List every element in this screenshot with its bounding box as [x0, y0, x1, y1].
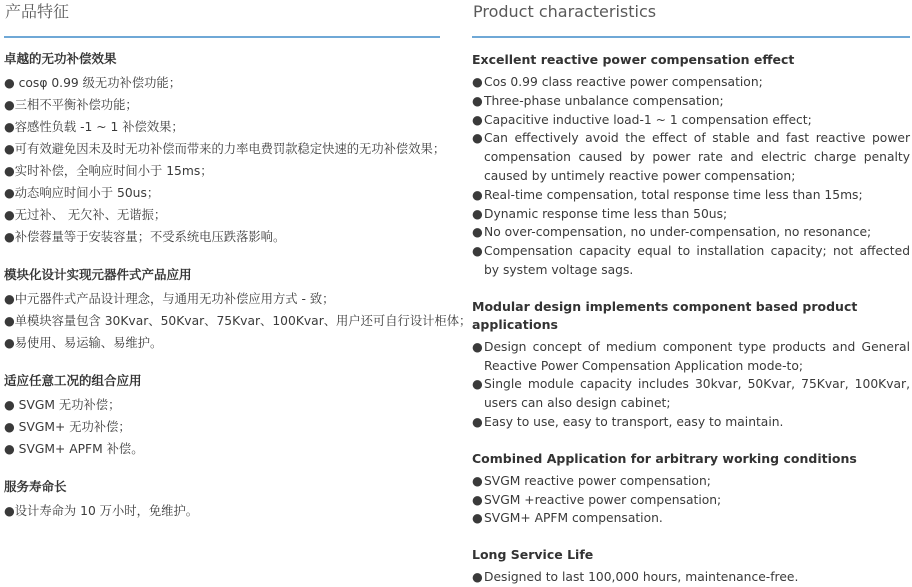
en-section — [472, 51, 910, 280]
bullet-icon: ● — [472, 206, 483, 221]
list-item: ●容感性负载 -1 ~ 1 补偿效果； — [4, 120, 184, 134]
en-divider — [472, 36, 910, 38]
bullet-icon: ● — [472, 75, 483, 89]
item-text: Easy to use, easy to transport, easy to maintain. — [484, 414, 784, 429]
en-section — [472, 546, 910, 587]
bullet-icon: ● — [472, 492, 483, 507]
list-item — [472, 491, 910, 510]
list-item — [472, 509, 910, 528]
list-item: ●易使用、易运输、易维护。 — [4, 336, 163, 350]
list-item — [472, 186, 910, 205]
zh-sections — [4, 50, 472, 522]
item-text: Compensation capacity equal to installation capacity; not affected by system voltage sags. — [484, 244, 910, 277]
chinese-column — [4, 0, 472, 522]
list-item — [472, 73, 910, 92]
feature-list — [472, 338, 910, 432]
feature-list — [472, 568, 910, 587]
bullet-icon: ● — [472, 225, 483, 240]
list-item: ● SVGM+ 无功补偿； — [4, 420, 131, 434]
feature-list — [472, 73, 910, 280]
bullet-icon: ● — [472, 473, 483, 488]
list-item — [472, 413, 910, 432]
en-section — [472, 450, 910, 528]
bullet-icon: ● — [472, 570, 483, 585]
zh-section — [4, 266, 472, 354]
feature-list — [4, 500, 440, 522]
list-item — [472, 568, 910, 587]
section-title: 卓越的无功补偿效果 — [4, 51, 117, 66]
en-section — [472, 298, 910, 432]
section-title: Modular design implements component based product applications — [472, 298, 858, 332]
list-item — [472, 338, 910, 376]
bullet-icon: ● — [472, 377, 483, 392]
zh-section — [4, 50, 446, 248]
en-sections — [472, 51, 910, 587]
list-item: ●实时补偿，全响应时间小于 15ms； — [4, 164, 213, 178]
item-text: Cos 0.99 class reactive power compensation; — [484, 75, 763, 89]
list-item: ●无过补、 无欠补、无谐振； — [4, 208, 167, 222]
item-text: Can effectively avoid the effect of stable and fast reactive power compensation caused by power rate and electric charge penalty caused by untimely reactive power compensation; — [484, 131, 910, 183]
bullet-icon: ● — [472, 187, 483, 202]
zh-title: 产品特征 — [5, 2, 70, 21]
bullet-icon: ● — [472, 112, 483, 127]
list-item — [472, 205, 910, 224]
feature-list — [472, 472, 910, 528]
feature-list — [4, 288, 472, 354]
item-text: SVGM reactive power compensation; — [484, 473, 711, 488]
item-text: Single module capacity includes 30kvar, 50Kvar, 75Kvar, 100Kvar, users can also design cabinet; — [484, 377, 910, 411]
section-title: Combined Application for arbitrary working conditions — [472, 450, 857, 466]
list-item — [472, 223, 910, 242]
item-text: No over-compensation, no under-compensation, no resonance; — [484, 225, 872, 240]
section-title: 适应任意工况的组合应用 — [4, 373, 142, 388]
list-item — [472, 129, 910, 185]
bullet-icon: ● — [472, 93, 483, 108]
bullet-icon: ● — [472, 244, 483, 259]
item-text: Dynamic response time less than 50us; — [484, 206, 728, 221]
list-item: ●补偿蓉量等于安装容量；不受系统电压跌落影响。 — [4, 230, 286, 244]
section-title: 服务寿命长 — [4, 479, 67, 494]
bullet-icon: ● — [472, 339, 483, 354]
feature-list — [4, 72, 446, 248]
list-item: ●可有效避免因未及时无功补偿而带来的力率电费罚款稳定快速的无功补偿效果； — [4, 142, 446, 156]
en-title: Product characteristics — [473, 2, 657, 21]
list-item — [472, 92, 910, 111]
list-item: ●设计寿命为 10 万小时，免维护。 — [4, 504, 199, 518]
bullet-icon: ● — [472, 511, 483, 526]
item-text: SVGM +reactive power compensation; — [484, 492, 722, 507]
feature-list — [4, 394, 440, 460]
english-column — [472, 0, 910, 587]
list-item — [472, 242, 910, 280]
list-item: ● cosφ 0.99 级无功补偿功能； — [4, 76, 182, 90]
list-item — [472, 111, 910, 130]
bullet-icon: ● — [472, 414, 483, 429]
item-text: Real-time compensation, total response time less than 15ms; — [484, 187, 863, 202]
item-text: Design concept of medium component type products and General Reactive Power Compensation Application mode-to; — [484, 339, 910, 373]
list-item: ●三相不平衡补偿功能； — [4, 98, 138, 112]
section-title: Excellent reactive power compensation effect — [472, 52, 795, 67]
list-item — [472, 375, 910, 413]
item-text: SVGM+ APFM compensation. — [484, 511, 663, 526]
list-item — [472, 472, 910, 491]
list-item: ● SVGM 无功补偿； — [4, 398, 121, 412]
section-title: Long Service Life — [472, 547, 594, 563]
item-text: Designed to last 100,000 hours, maintenance-free. — [484, 570, 799, 585]
list-item: ● SVGM+ APFM 补偿。 — [4, 442, 144, 456]
list-item: ●中元器件式产品设计理念，与通用无功补偿应用方式 - 致； — [4, 292, 335, 306]
zh-divider — [4, 36, 440, 38]
item-text: Capacitive inductive load-1 ~ 1 compensation effect; — [484, 112, 812, 127]
list-item: ●单模块容量包含 30Kvar、50Kvar、75Kvar、100Kvar、用户还可自行设计柜体； — [4, 314, 472, 328]
section-title: 模块化设计实现元器件式产品应用 — [4, 267, 192, 282]
zh-section — [4, 372, 440, 460]
bullet-icon: ● — [472, 131, 483, 146]
item-text: Three-phase unbalance compensation; — [484, 93, 724, 108]
list-item: ●动态响应时间小于 50us； — [4, 186, 160, 200]
zh-section — [4, 478, 440, 522]
